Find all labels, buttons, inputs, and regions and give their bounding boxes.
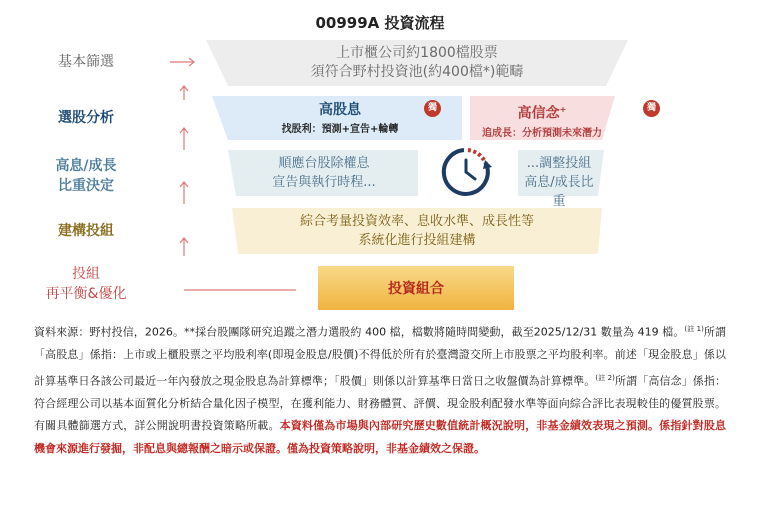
note-source: 資料來源：野村投信，2026。**採台股團隊研究追蹤之潛力選股約 400 檔，檔數將隨時間變動，截至2025/12/31 數量為 419 檔。 xyxy=(34,325,685,339)
row3-left-text: 順應台股除權息 宣告與執行時程... xyxy=(272,156,376,190)
arrow-right-icon xyxy=(170,58,194,66)
stage-label-screening: 基本篩選 xyxy=(58,54,114,70)
row2-right-text: 高信念+ 追成長：分析預測未來潛力 xyxy=(482,105,602,139)
badge-exclusive-left: 獨 xyxy=(424,100,441,117)
stage-label-stock-analysis: 選股分析 xyxy=(58,110,114,126)
row3-right-text: ...調整投組 高息/成長比重 xyxy=(524,156,594,209)
stage-label-rebalance: 投組 再平衡&優化 xyxy=(45,266,127,302)
note-high-conviction: 所謂「高信念」係指：符合經理公司以基本面質化分析結合量化因子模型，在獲利能力、財務體質、評價、現金股利配發水準等面向綜合評比表現較佳的優質股票。有關具體篩選方式，詳公開說明書投資策略所載。 xyxy=(34,374,727,433)
stage-label-weighting: 高息/成長 比重決定 xyxy=(55,158,117,194)
portfolio-label: 投資組合 xyxy=(388,281,444,297)
disclaimer-note xyxy=(34,318,726,460)
clock-icon xyxy=(444,150,492,194)
row1-text: 上市櫃公司約1800檔股票 須符合野村投資池(約400檔*)範疇 xyxy=(310,45,524,80)
note-high-dividend: 所謂「高股息」係指：上市或上櫃股票之平均股利率(即現金股息/股價)不得低於所有於臺灣證交所上市股票之平均股利率。前述「現金股息」係以計算基準日各該公司最近一年內發放之現金股息為計算標準；「股價」則係以計算基準日當日之收盤價為計算標準。 xyxy=(34,325,727,388)
row4-text: 綜合考量投資效率、息收水準、成長性等 系統化進行投組建構 xyxy=(299,214,534,248)
stage-label-portfolio-building: 建構投組 xyxy=(58,223,114,239)
row2-left-text: 高股息 找股利：預測+宣告+輪轉 xyxy=(281,102,399,135)
note-sup-1: (註 1) xyxy=(684,325,704,333)
note-sup-2: (註 2) xyxy=(595,373,615,382)
note-highlight: 本資料僅為市場與內部研究歷史數值統計概況說明，非基金績效表現之預測。係指針對股息機會來源進行發掘，非配息與總報酬之暗示或保證。僅為投資策略說明，非基金績效之保證。 xyxy=(34,419,726,455)
badge-exclusive-right: 獨 xyxy=(643,100,660,117)
diagram-title: 00999A 投資流程 xyxy=(315,14,445,32)
